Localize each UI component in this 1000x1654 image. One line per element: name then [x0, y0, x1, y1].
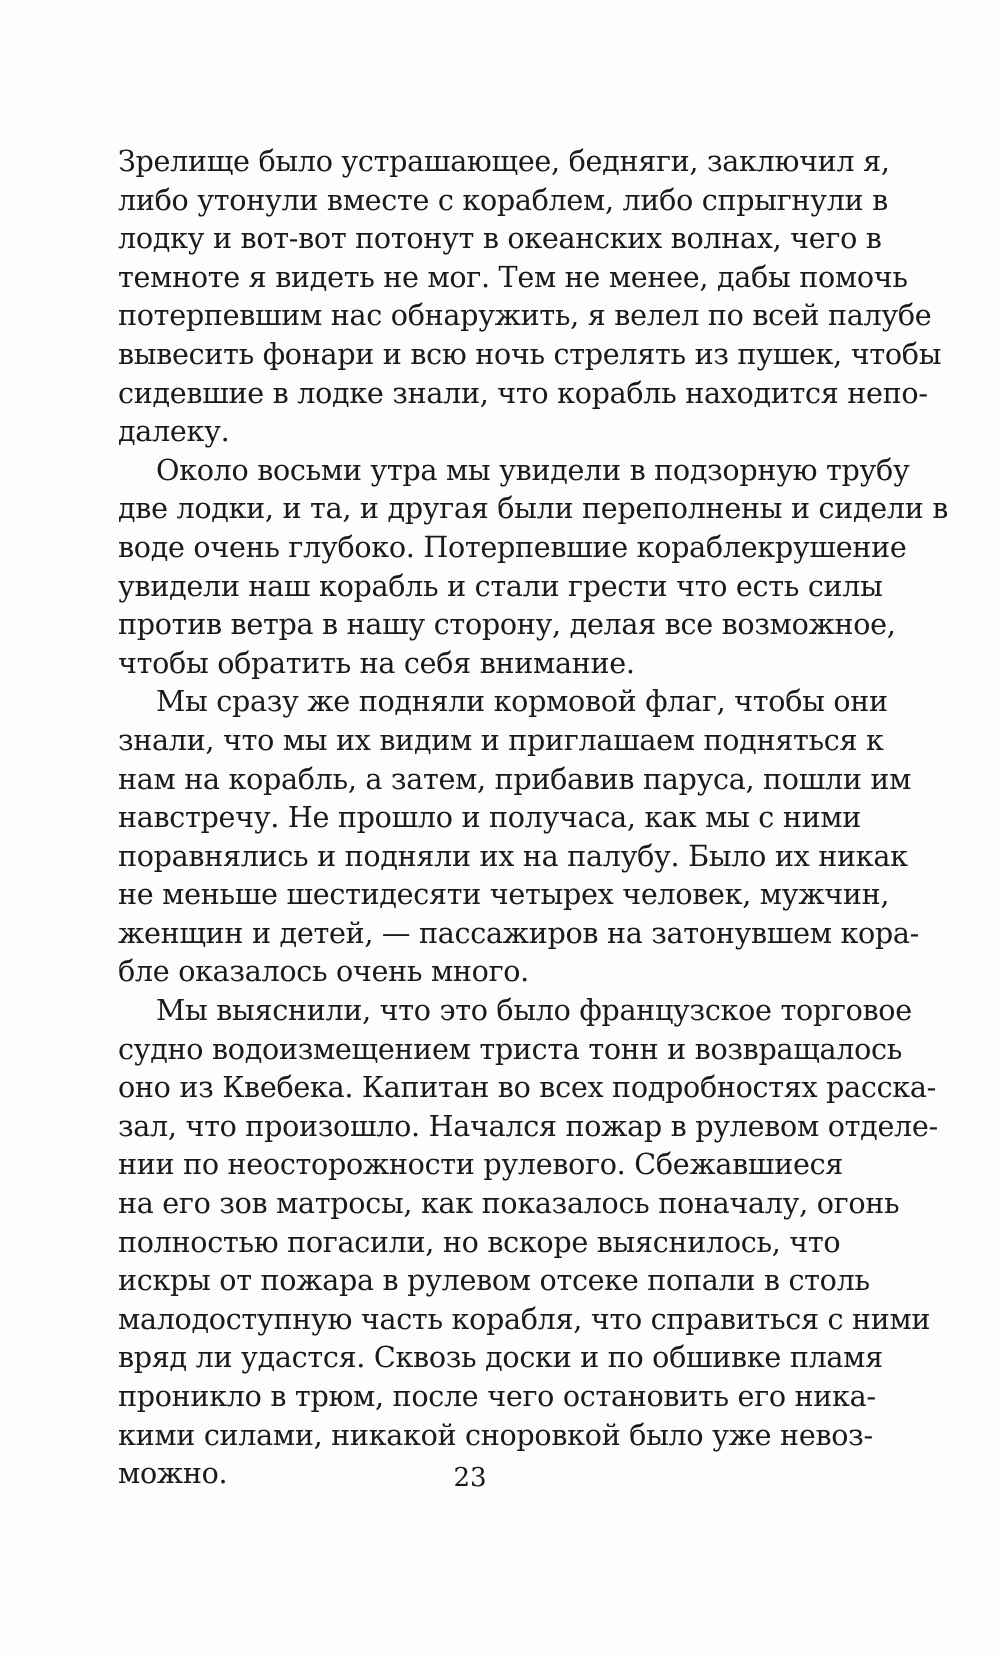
text-line: Около восьми утра мы увидели в подзорную трубу [156, 452, 910, 487]
page-number: 23 [453, 1463, 487, 1493]
text-line: Мы сразу же подняли кормовой флаг, чтобы они [156, 684, 888, 719]
text-line: оно из Квебека. Капитан во всех подробностях расска- [118, 1070, 936, 1105]
text-line: против ветра в нашу сторону, делая все возможное, [118, 607, 896, 642]
paragraph [118, 451, 949, 683]
body-text [118, 142, 949, 1493]
paragraph [118, 682, 920, 991]
text-line: кими силами, никакой сноровкой было уже невоз- [118, 1417, 873, 1452]
text-line: вывесить фонари и всю ночь стрелять из пушек, чтобы [118, 336, 942, 371]
text-line: вряд ли удастся. Сквозь доски и по обшивке пламя [118, 1340, 883, 1375]
text-line: навстречу. Не прошло и получаса, как мы с ними [118, 800, 862, 835]
paragraph [118, 142, 942, 451]
text-line: либо утонули вместе с кораблем, либо спрыгнули в [118, 182, 888, 217]
text-line: далеку. [118, 414, 230, 449]
text-line: на его зов матросы, как показалось поначалу, огонь [118, 1186, 900, 1221]
text-line: воде очень глубоко. Потерпевшие кораблекрушение [118, 529, 907, 564]
text-line: искры от пожара в рулевом отсеке попали в столь [118, 1263, 870, 1298]
text-line: увидели наш корабль и стали грести что есть силы [118, 568, 883, 603]
text-line: малодоступную часть корабля, что справиться с ними [118, 1301, 931, 1336]
paragraph [118, 991, 938, 1493]
text-line: судно водоизмещением триста тонн и возвращалось [118, 1031, 903, 1066]
text-line: зал, что произошло. Начался пожар в рулевом отделе- [118, 1108, 938, 1143]
text-line: сидевшие в лодке знали, что корабль находится непо- [118, 375, 928, 410]
text-line: не меньше шестидесяти четырех человек, мужчин, [118, 877, 890, 912]
text-line: Мы выяснили, что это было французское торговое [156, 993, 912, 1028]
text-line: нам на корабль, а затем, прибавив паруса, пошли им [118, 761, 912, 796]
text-line: проникло в трюм, после чего остановить его ника- [118, 1379, 876, 1413]
text-line: поравнялись и подняли их на палубу. Было их никак [118, 838, 908, 873]
text-line: темноте я видеть не мог. Тем не менее, дабы помочь [118, 259, 908, 294]
text-line: потерпевшим нас обнаружить, я велел по всей палубе [118, 298, 932, 333]
text-line: две лодки, и та, и другая были переполнены и сидели в [118, 491, 949, 526]
text-line: лодку и вот-вот потонут в океанских волнах, чего в [118, 221, 882, 256]
text-line: можно. [118, 1456, 228, 1491]
text-line: бле оказалось очень много. [118, 954, 529, 989]
text-line: Зрелище было устрашающее, бедняги, заключил я, [118, 144, 890, 178]
text-line: полностью погасили, но вскоре выяснилось, что [118, 1224, 841, 1259]
text-line: женщин и детей, — пассажиров на затонувшем кора- [118, 915, 920, 950]
text-line: чтобы обратить на себя внимание. [118, 645, 635, 680]
text-line: знали, что мы их видим и приглашаем подняться к [118, 722, 884, 757]
text-line: нии по неосторожности рулевого. Сбежавшиеся [118, 1147, 844, 1182]
